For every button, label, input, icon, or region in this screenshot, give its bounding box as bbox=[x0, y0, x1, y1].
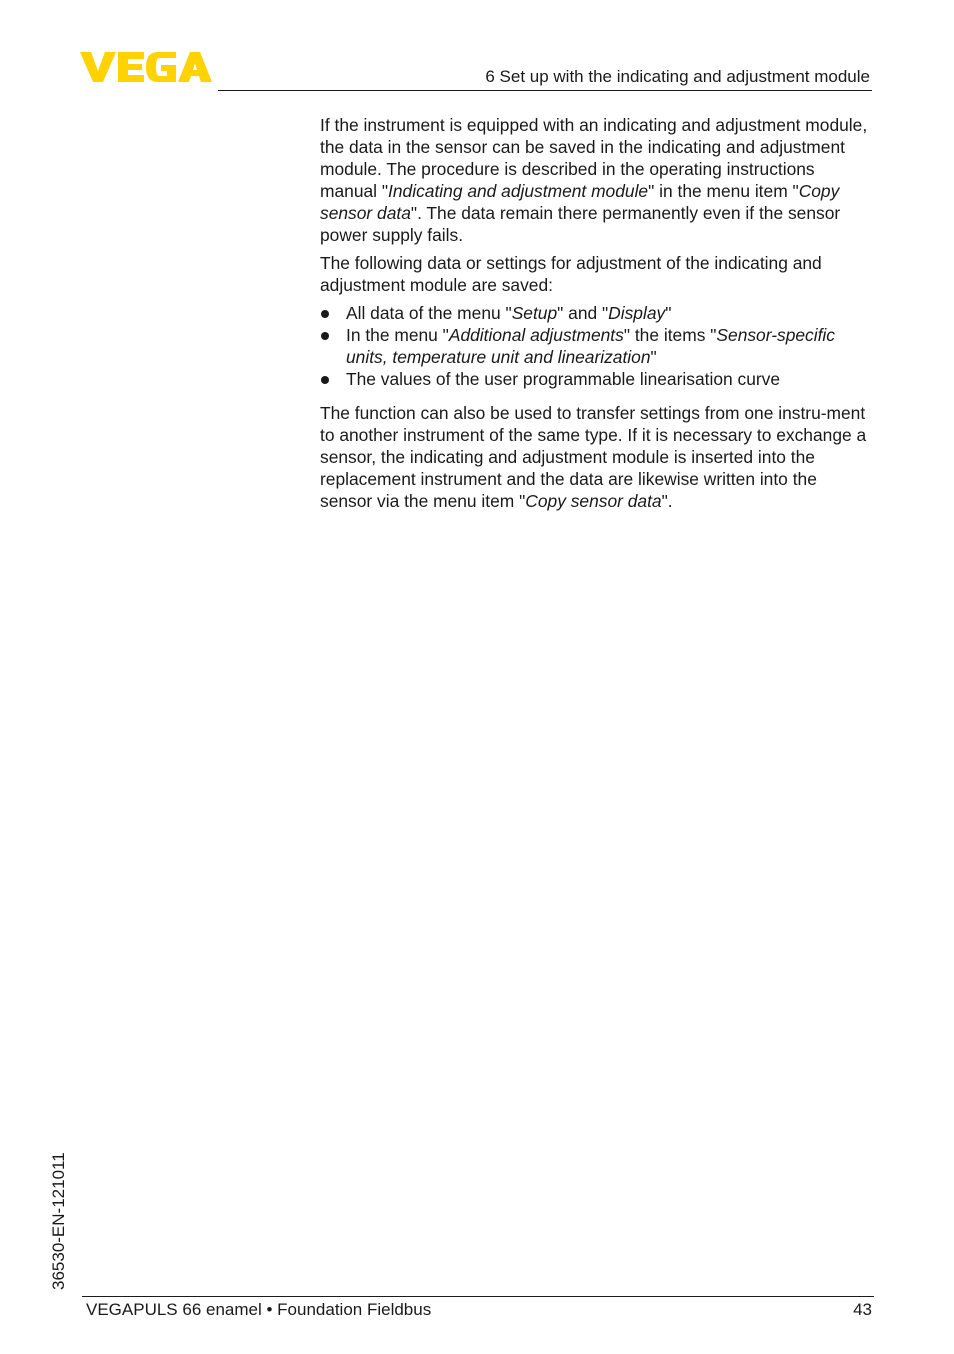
header-section-title: 6 Set up with the indicating and adjustment module bbox=[485, 67, 870, 86]
footer-divider bbox=[82, 1296, 874, 1297]
paragraph-1: If the instrument is equipped with an indicating and adjustment module, the data in the sensor can be saved in the indicating and adjustment module. The procedure is described in the operating instructions manual "Indicating and adjustment module" in the menu item "Copy sensor data". The data remain there permanently even if the sensor power supply fails. bbox=[320, 115, 868, 245]
page-number: 43 bbox=[853, 1300, 872, 1319]
header-divider bbox=[218, 90, 872, 91]
footer-product-name: VEGAPULS 66 enamel • Foundation Fieldbus bbox=[86, 1300, 432, 1319]
vega-logo bbox=[80, 50, 212, 84]
bullet-icon bbox=[321, 310, 329, 318]
bullet-icon bbox=[321, 332, 329, 340]
bullet-icon bbox=[321, 376, 329, 384]
document-code: 36530-EN-121011 bbox=[49, 1152, 68, 1290]
main-content bbox=[320, 114, 872, 518]
saved-settings-list bbox=[320, 302, 872, 390]
list-item: All data of the menu "Setup" and "Display" bbox=[320, 302, 872, 324]
paragraph-3: The function can also be used to transfer settings from one instru-ment to another instrument of the same type. If it is necessary to exchange a sensor, the indicating and adjustment module is inserted into the replacement instrument and the data are likewise written into the sensor via the menu item "Copy sensor data". bbox=[320, 403, 867, 511]
list-item: In the menu "Additional adjustments" the items "Sensor-specific units, temperature unit and linearization" bbox=[320, 324, 872, 368]
paragraph-2: The following data or settings for adjustment of the indicating and adjustment module are saved: bbox=[320, 253, 822, 295]
list-item: The values of the user programmable linearisation curve bbox=[320, 368, 872, 390]
